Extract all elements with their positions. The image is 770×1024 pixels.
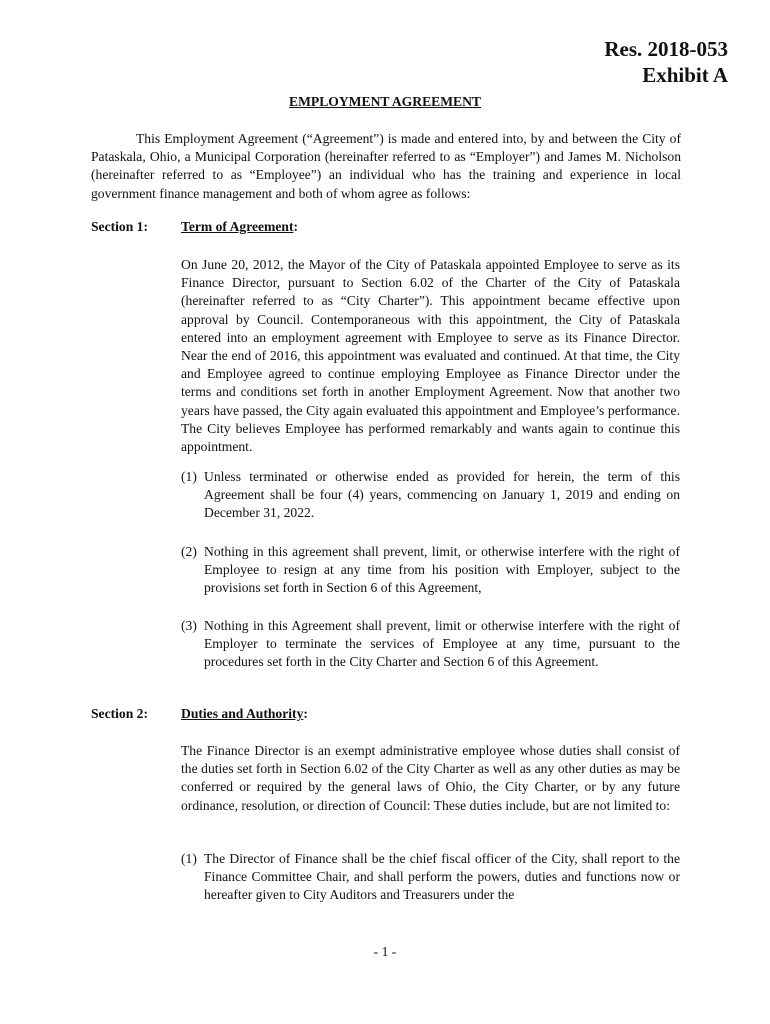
intro-paragraph: This Employment Agreement (“Agreement”) is made and entered into, by and between the City of Pataskala, Ohio, a Municipal Corporation (hereinafter referred to as “Employer”) and James M. Nicholson (hereinafter referred to as “Employee”) an individual who has the training and experience in local government finance management and both of whom agree as follows: [91,131,681,201]
document-title-text: EMPLOYMENT AGREEMENT [289,94,481,109]
item-text: Unless terminated or otherwise ended as provided for herein, the term of this Agreement shall be four (4) years, commencing on January 1, 2019 and ending on December 31, 2022. [204,469,680,521]
resolution-header [604,36,728,88]
section-1-heading-colon: : [293,219,299,234]
item-number: (1) [181,469,197,484]
item-number: (1) [181,851,197,866]
item-number: (3) [181,618,197,633]
exhibit-label: Exhibit A [642,63,728,87]
section-2-heading-text: Duties and Authority [181,706,304,721]
section-2-heading [181,706,308,722]
section-1-item [181,468,680,523]
item-text: Nothing in this Agreement shall prevent, limit or otherwise interfere with the right of Employer to terminate the services of Employee at any time, pursuant to the procedures set forth in the City Charter and Section 6 of this Agreement. [204,618,680,670]
document-title [0,94,770,110]
item-number: (2) [181,544,197,559]
section-1-label: Section 1: [91,219,149,234]
section-1-heading-text: Term of Agreement [181,219,294,234]
section-2-body: The Finance Director is an exempt administrative employee whose duties shall consist of the duties set forth in Section 6.02 of the City Charter as well as any other duties as may be conferred or required by the general laws of Ohio, the City Charter, or by any future ordinance, resolution, or direction of Council: These duties include, but are not limited to: [181,743,680,813]
page-number: - 1 - [373,944,397,959]
section-2-item [181,850,680,905]
section-1-heading [181,219,298,235]
item-text: The Director of Finance shall be the chief fiscal officer of the City, shall report to the Finance Committee Chair, and shall perform the powers, duties and functions now or hereafter given to City Auditors and Treasurers under the [204,851,680,903]
section-2-label: Section 2: [91,706,149,721]
section-1-item [181,617,680,672]
section-1-body: On June 20, 2012, the Mayor of the City of Pataskala appointed Employee to serve as its Finance Director, pursuant to Section 6.02 of the Charter of the City of Pataskala (hereinafter referred to as “City Charter”). This appointment became effective upon approval by Council. Contemporaneous with this appointment, the City of Pataskala entered into an employment agreement with Employee to serve as its Finance Director. Near the end of 2016, this appointment was evaluated and continued. At that time, the City and Employee agreed to continue employing Employee as Finance Director under the terms and conditions set forth in another Employment Agreement. Now that another two years have passed, the City again evaluated this appointment and Employee’s performance. The City believes Employee has performed remarkably and wants again to continue this appointment. [181,257,680,455]
section-2-heading-colon: : [303,706,308,721]
section-1-item [181,543,680,598]
resolution-number: Res. 2018-053 [604,37,728,61]
item-text: Nothing in this agreement shall prevent, limit, or otherwise interfere with the right of Employee to resign at any time from his position with Employer, subject to the provisions set forth in Section 6 of this Agreement, [204,544,680,596]
